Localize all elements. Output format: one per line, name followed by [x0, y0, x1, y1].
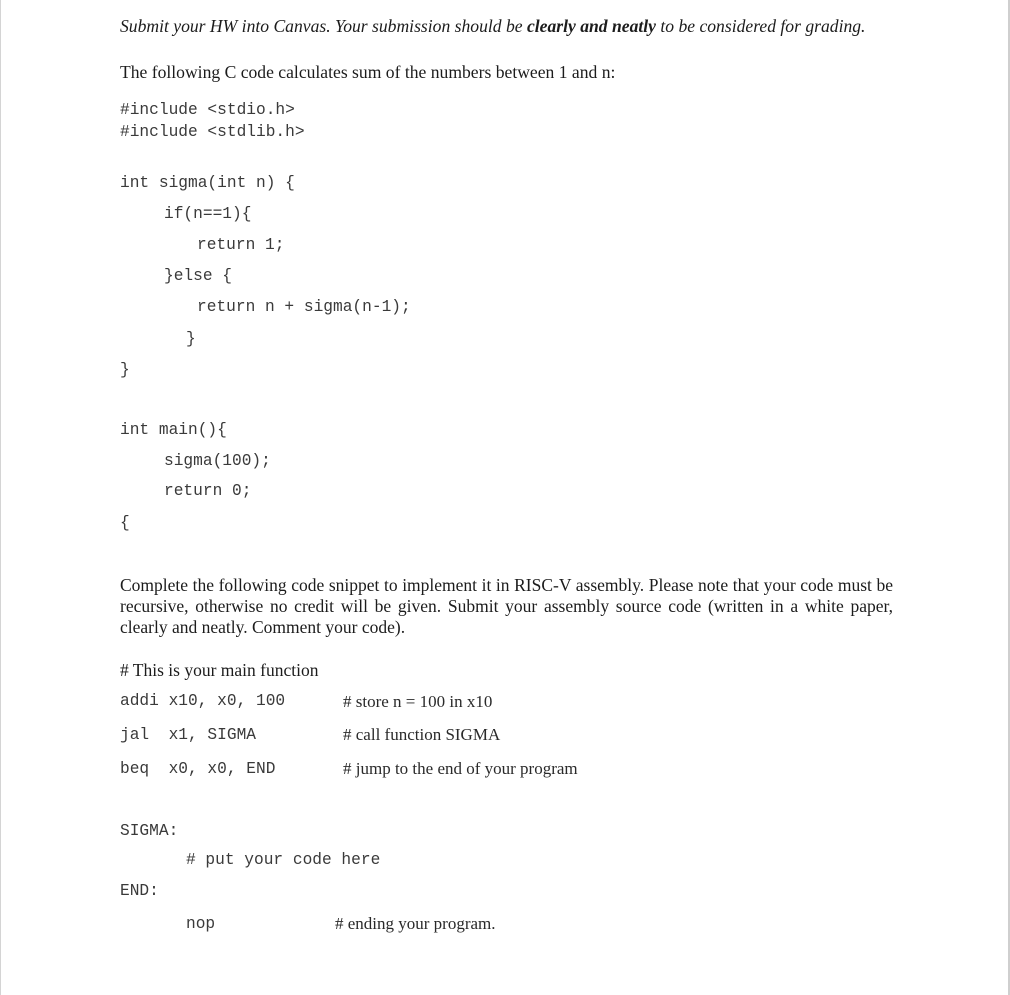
intro-part-1: Submit your HW into Canvas. Your submission should be [120, 16, 527, 36]
code-include-stdio: #include <stdio.h> [120, 101, 295, 119]
code-sigma-call: sigma(100); [164, 452, 271, 470]
asm-jal-instruction: jal x1, SIGMA [120, 726, 256, 744]
intro-part-2: to be considered for grading. [655, 16, 866, 36]
code-main-signature: int main(){ [120, 421, 227, 439]
asm-sigma-label: SIGMA: [120, 822, 179, 840]
code-else-line: }else { [164, 267, 232, 285]
code-include-stdlib: #include <stdlib.h> [120, 123, 305, 141]
asm-end-label: END: [120, 882, 159, 900]
asm-beq-instruction: beq x0, x0, END [120, 760, 276, 778]
code-return-1: return 1; [197, 236, 285, 254]
riscv-instruction-paragraph: Complete the following code snippet to implement it in RISC-V assembly. Please note that your code must be recursive, otherwise no credit will be given. Submit your assembly source code (written in a white paper, clearly and neatly. Comment your code). [120, 575, 893, 637]
asm-main-comment: # This is your main function [120, 660, 319, 680]
asm-nop-instruction: nop [186, 915, 216, 933]
asm-put-code-here: # put your code here [186, 851, 381, 869]
code-return-recursive: return n + sigma(n-1); [197, 298, 411, 316]
code-if-line: if(n==1){ [164, 205, 252, 223]
asm-addi-comment: # store n = 100 in x10 [343, 692, 493, 711]
code-close-main: { [120, 514, 130, 532]
asm-addi-instruction: addi x10, x0, 100 [120, 692, 286, 710]
submission-instructions [120, 16, 865, 37]
asm-jal-comment: # call function SIGMA [343, 725, 501, 744]
intro-emphasis: clearly and neatly [526, 16, 656, 36]
c-code-description: The following C code calculates sum of the numbers between 1 and n: [120, 62, 616, 82]
page-left-edge [0, 0, 1, 995]
code-sigma-signature: int sigma(int n) { [120, 174, 295, 192]
asm-nop-comment: # ending your program. [335, 914, 496, 933]
code-return-0: return 0; [164, 482, 252, 500]
code-close-else: } [186, 330, 196, 348]
asm-beq-comment: # jump to the end of your program [343, 759, 578, 778]
code-close-sigma: } [120, 361, 130, 379]
